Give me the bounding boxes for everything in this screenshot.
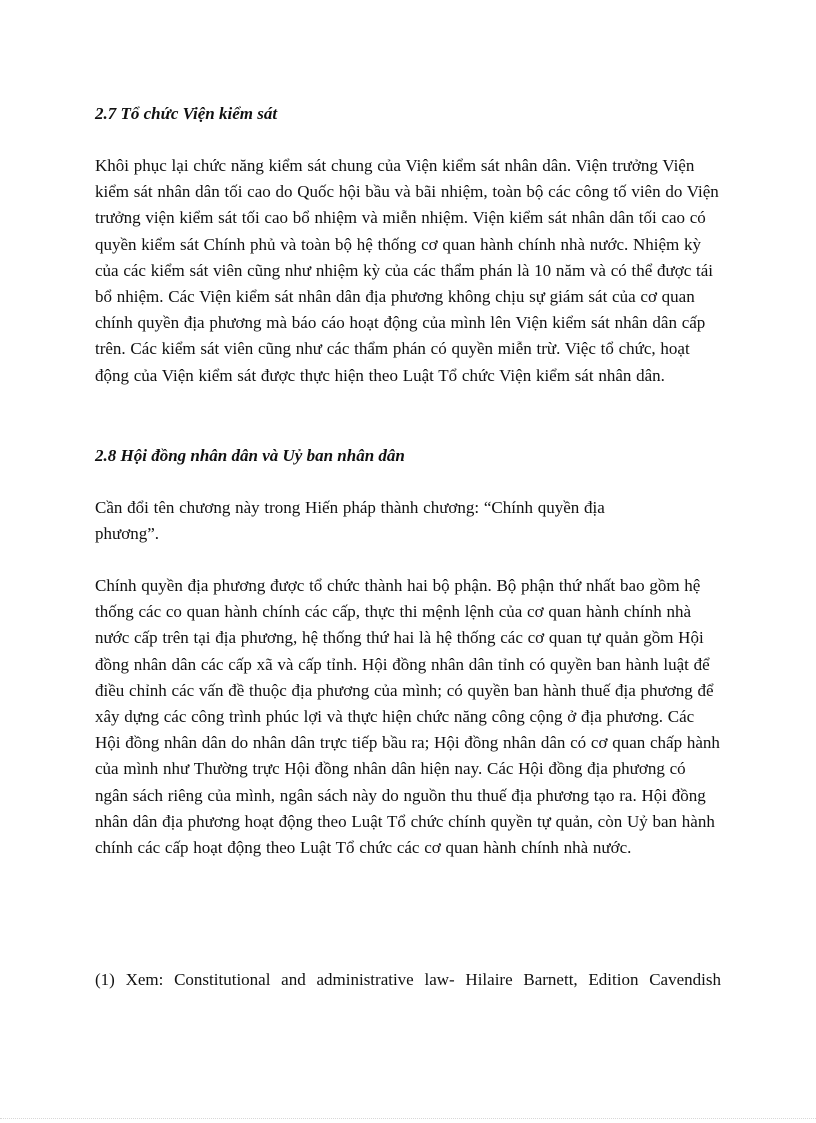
section-heading-2-8: 2.8 Hội đồng nhân dân và Uỷ ban nhân dân <box>95 446 405 465</box>
page-bottom-divider <box>0 1118 816 1119</box>
section-2-8-intro-paragraph: Cần đổi tên chương này trong Hiến pháp thành chương: “Chính quyền địa phương”. <box>95 498 605 544</box>
section-2-7-paragraph: Khôi phục lại chức năng kiểm sát chung của Viện kiểm sát nhân dân. Viện trưởng Viện kiểm sát nhân dân tối cao do Quốc hội bầu và bãi nhiệm, toàn bộ các công tố viên do Viện trưởng viện kiểm sát tối cao bổ nhiệm và miễn nhiệm. Viện kiểm sát nhân dân tối cao có quyền kiểm sát Chính phủ và toàn bộ hệ thống cơ quan hành chính nhà nước. Nhiệm kỳ của các kiểm sát viên cũng như nhiệm kỳ của các thẩm phán là 10 năm và có thể được tái bổ nhiệm. Các Viện kiểm sát nhân dân địa phương không chịu sự giám sát của cơ quan chính quyền địa phương mà báo cáo hoạt động của mình lên Viện kiểm sát nhân dân cấp trên. Các kiểm sát viên cũng như các thẩm phán có quyền miễn trừ. Việc tổ chức, hoạt động của Viện kiểm sát được thực hiện theo Luật Tổ chức Viện kiểm sát nhân dân. <box>95 156 719 385</box>
section-heading-2-7: 2.7 Tổ chức Viện kiểm sát <box>95 104 278 123</box>
section-2-8-body-paragraph: Chính quyền địa phương được tổ chức thành hai bộ phận. Bộ phận thứ nhất bao gồm hệ thống các co quan hành chính các cấp, thực thi mệnh lệnh của cơ quan hành chính nhà nước cấp trên tại địa phương, hệ thống thứ hai là hệ thống các cơ quan tự quản gồm Hội đồng nhân dân các cấp xã và cấp tỉnh. Hội đồng nhân dân tỉnh có quyền ban hành luật để điều chỉnh các vấn đề thuộc địa phương của mình; có quyền ban hành thuế địa phương để xây dựng các công trình phúc lợi và thực hiện chức năng công cộng ở địa phương. Các Hội đồng nhân dân do nhân dân trực tiếp bầu ra; Hội đồng nhân dân có cơ quan chấp hành của mình như Thường trực Hội đồng nhân dân hiện nay. Các Hội đồng địa phương có ngân sách riêng của mình, ngân sách này do nguồn thu thuế địa phương tạo ra. Hội đồng nhân dân địa phương hoạt động theo Luật Tổ chức chính quyền tự quản, còn Uỷ ban hành chính các cấp hoạt động theo Luật Tổ chức các cơ quan hành chính nhà nước. <box>95 576 720 858</box>
footnote: (1) Xem: Constitutional and administrative law- Hilaire Barnett, Edition Cavendish <box>95 970 721 989</box>
